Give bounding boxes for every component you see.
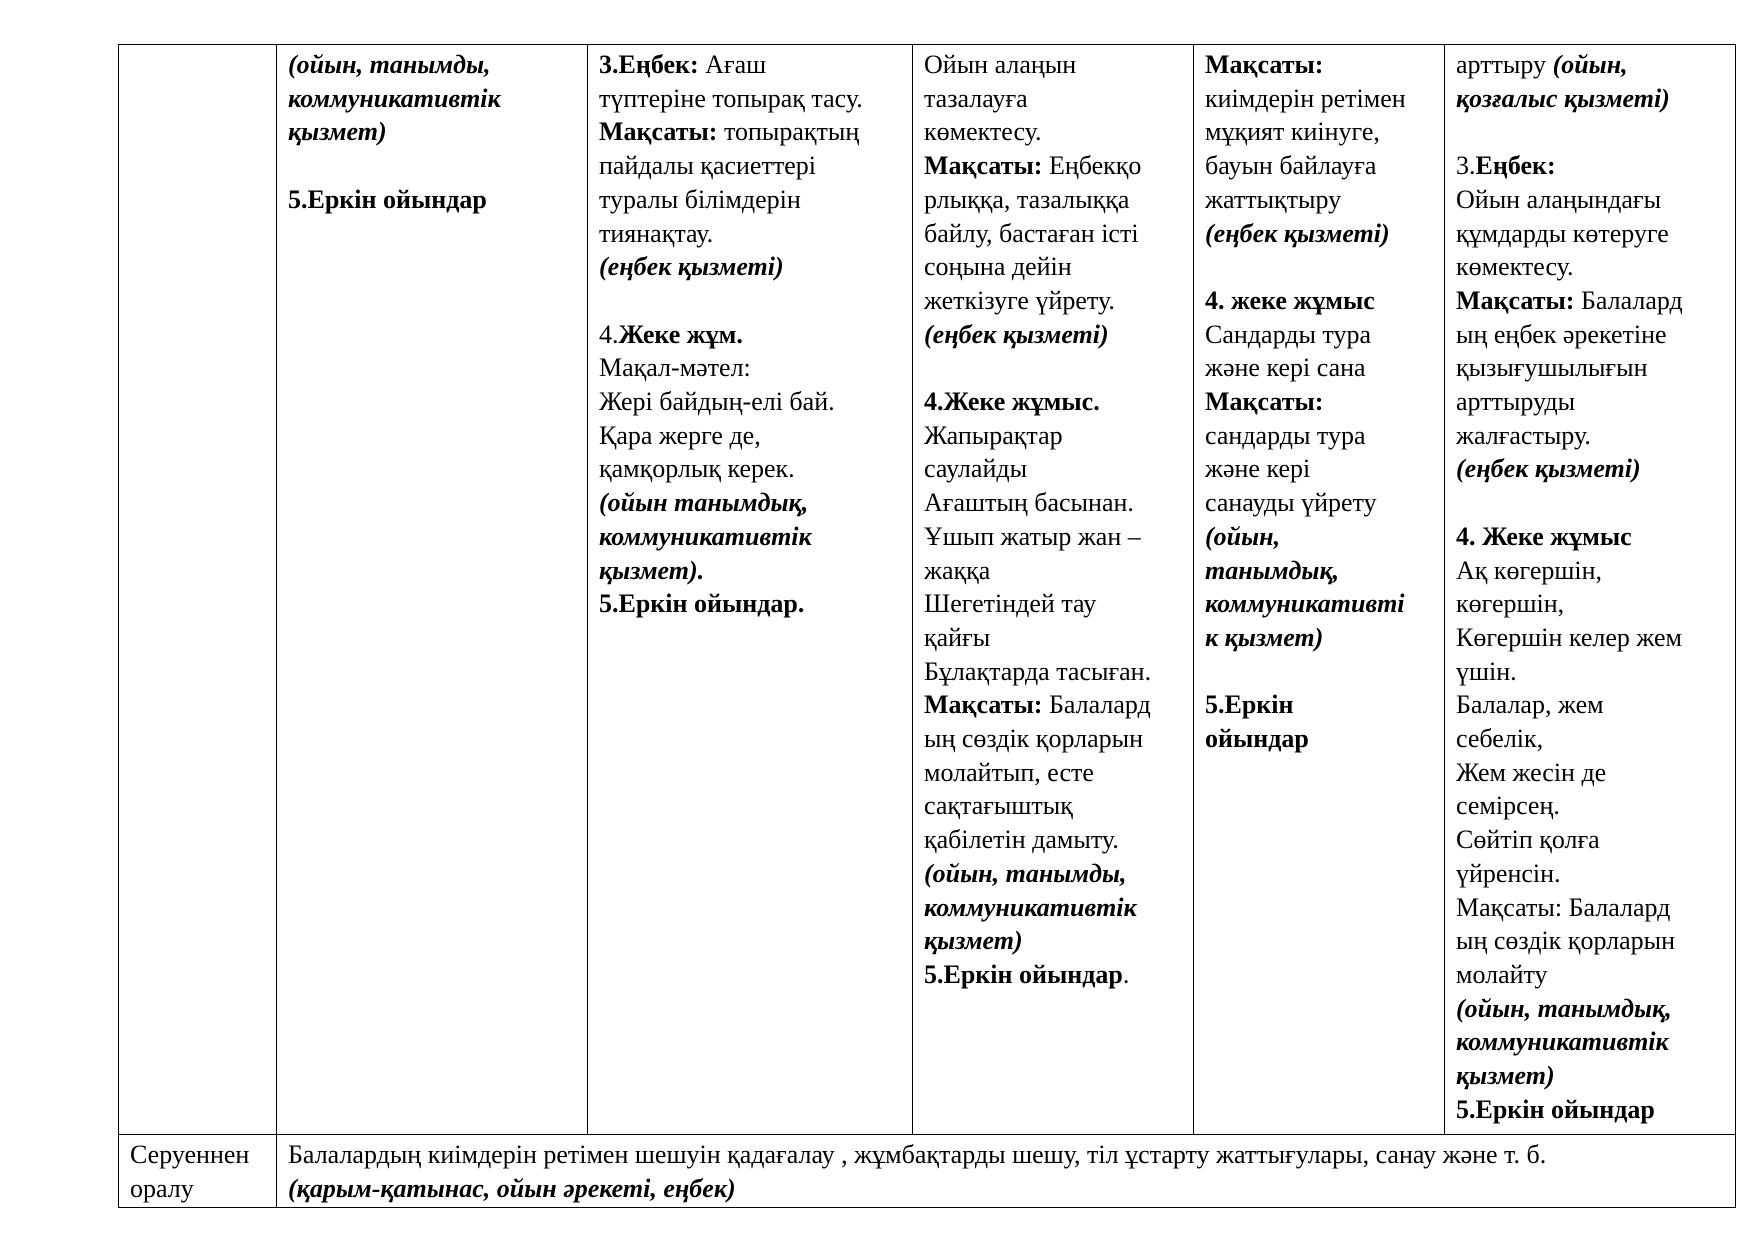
text-run: (ойын, танымдық, [1456, 993, 1672, 1023]
text-run: коммуникативтік [1456, 1027, 1669, 1057]
text-run: қызмет). [599, 555, 705, 585]
text-run: 3.Еңбек: [599, 50, 699, 79]
text-run: к қызмет) [1205, 622, 1324, 652]
text-run: қызығушылығын [1456, 353, 1648, 383]
cell-day-4 [913, 45, 1194, 1135]
text-run: Еңбекқо [1042, 151, 1142, 181]
text-run: ың сөздік қорларын [1456, 926, 1675, 956]
text-run: саулайды [924, 454, 1028, 484]
text-run: Ағаштың басынан. [924, 488, 1134, 518]
return-label-line-2: оралу [130, 1173, 194, 1203]
text-run: жалғастыру. [1456, 420, 1591, 450]
text-run: санауды үйрету [1205, 488, 1377, 518]
text-line [924, 115, 1185, 149]
text-run: көмектесу. [1456, 252, 1574, 282]
text-line [288, 48, 579, 82]
text-run: . [1122, 959, 1130, 989]
text-run: түптеріне топырақ тасу. [599, 83, 863, 113]
text-run: (ойын танымдық, [599, 488, 809, 518]
text-line [924, 587, 1185, 621]
text-run: байлу, бастаған істі [924, 218, 1139, 248]
text-run: Ойын алаңын [924, 50, 1077, 79]
text-run: Ақ көгершін, [1456, 555, 1603, 585]
activity-plan-table [118, 44, 1736, 1208]
text-run: 4. Жеке жұмыс [1456, 521, 1632, 551]
text-run: сандарды тура [1205, 420, 1366, 450]
text-line [288, 82, 579, 116]
text-run: жеткізуге үйрету. [924, 285, 1115, 315]
text-run: Ойын алаңындағы [1456, 184, 1662, 214]
text-run: (ойын, [1205, 521, 1281, 551]
text-run: Мақсаты: [1205, 50, 1324, 79]
text-line [1456, 1025, 1727, 1059]
text-run: Жеке жұм. [618, 319, 743, 349]
text-line [924, 351, 1185, 385]
cell-return-label [119, 1135, 277, 1208]
text-run: коммуникативтік [924, 892, 1137, 922]
text-line [1205, 115, 1436, 149]
text-run: қызмет) [924, 926, 1023, 956]
text-line [288, 149, 579, 183]
text-line [924, 419, 1185, 453]
cell-section-label [119, 45, 277, 1135]
text-run: (ойын, [1552, 50, 1628, 79]
text-run: Жері байдың-елі бай. [599, 387, 835, 417]
text-line [599, 183, 904, 217]
text-run: Мақсаты: [599, 117, 718, 147]
text-line [1205, 318, 1436, 352]
text-line [1456, 554, 1727, 588]
text-line [1456, 217, 1727, 251]
text-run: ойындар [1205, 724, 1309, 754]
text-run: 4. жеке жұмыс [1205, 285, 1375, 315]
text-run: Балалар, жем [1456, 690, 1604, 720]
text-run: тазалауға [924, 83, 1028, 113]
text-run: молайту [1456, 959, 1548, 989]
text-run: Ұшып жатыр жан – [924, 521, 1141, 551]
table-row-return-from-walk [119, 1135, 1736, 1208]
text-line [1456, 857, 1727, 891]
text-line [1205, 48, 1436, 82]
text-run: семірсең. [1456, 791, 1560, 821]
text-run: мұқият киінуге, [1205, 117, 1380, 147]
text-run: Еңбек: [1475, 151, 1556, 181]
text-line [924, 520, 1185, 554]
text-line [1456, 486, 1727, 520]
text-run: коммуникативтік [599, 521, 812, 551]
text-line [1456, 655, 1727, 689]
text-run: құмдарды көтеруге [1456, 218, 1669, 248]
text-line [1456, 891, 1727, 925]
text-run: (қарым-қатынас, ойын әрекеті, еңбек) [288, 1173, 736, 1203]
text-line [599, 48, 904, 82]
text-run: арттыруды [1456, 387, 1576, 417]
text-run: Мақсаты: [1205, 387, 1324, 417]
text-run: Мақал-мәтел: [599, 353, 751, 383]
cell-day-5 [1194, 45, 1445, 1135]
text-line [599, 520, 904, 554]
text-line [1205, 587, 1436, 621]
text-run: 5.Еркін [1205, 690, 1294, 720]
text-run: Мақсаты: [924, 690, 1043, 720]
text-line [599, 217, 904, 251]
text-line [1205, 655, 1436, 689]
text-run: Балалард [1574, 285, 1683, 315]
text-line [1205, 520, 1436, 554]
text-line [924, 891, 1185, 925]
text-run: Шегетіндей тау [924, 589, 1097, 619]
text-line [1205, 621, 1436, 655]
text-line [599, 250, 904, 284]
text-line [1205, 351, 1436, 385]
text-line [924, 789, 1185, 823]
text-line [599, 587, 904, 621]
text-line [924, 756, 1185, 790]
text-run: қабілетін дамыту. [924, 825, 1119, 855]
cell-day-6 [1445, 45, 1736, 1135]
text-run: 3. [1456, 151, 1476, 181]
text-line [924, 217, 1185, 251]
text-run: және кері сана [1205, 353, 1366, 383]
text-run: рлыққа, тазалыққа [924, 184, 1130, 214]
text-line [924, 250, 1185, 284]
text-line [1456, 250, 1727, 284]
text-line [924, 722, 1185, 756]
text-line [599, 149, 904, 183]
text-line [1205, 419, 1436, 453]
text-run: және кері [1205, 454, 1311, 484]
text-line [924, 958, 1185, 992]
text-line [924, 149, 1185, 183]
text-run: ың сөздік қорларын [924, 724, 1143, 754]
text-line [1205, 722, 1436, 756]
text-run: Балалард [1042, 690, 1151, 720]
text-line [1456, 452, 1727, 486]
text-run: сақтағыштық [924, 791, 1073, 821]
text-run: арттыру [1456, 50, 1553, 79]
text-run: топырақтың [717, 117, 860, 147]
text-run: пайдалы қасиеттері [599, 151, 816, 181]
text-line [1456, 115, 1727, 149]
text-run: үшін. [1456, 656, 1517, 686]
text-run: танымдық, [1205, 555, 1340, 585]
text-run: бауын байлауға [1205, 151, 1377, 181]
text-line [1456, 992, 1727, 1026]
text-line [1456, 385, 1727, 419]
text-line [599, 115, 904, 149]
text-line [924, 486, 1185, 520]
text-line [1456, 284, 1727, 318]
text-run: Қара жерге де, [599, 420, 761, 450]
text-run: Ағаш [698, 50, 767, 79]
text-line [599, 351, 904, 385]
text-line [1456, 756, 1727, 790]
text-line [1205, 688, 1436, 722]
text-run: 5.Еркін ойындар [1456, 1094, 1655, 1124]
text-run: 4. [599, 319, 619, 349]
text-line [1456, 82, 1727, 116]
text-run: қызмет) [288, 117, 387, 147]
text-line [1205, 284, 1436, 318]
text-line [1205, 554, 1436, 588]
text-run: (еңбек қызметі) [1205, 218, 1390, 248]
text-run: жаттықтыру [1205, 184, 1342, 214]
text-run: (ойын, танымды, [924, 858, 1127, 888]
return-label-line-1: Серуеннен [130, 1140, 250, 1169]
text-run: қайғы [924, 622, 991, 652]
text-line [599, 385, 904, 419]
cell-return-content [277, 1135, 1736, 1208]
text-line [1456, 688, 1727, 722]
text-line [1456, 419, 1727, 453]
text-run: тиянақтау. [599, 218, 714, 248]
text-line [1456, 149, 1727, 183]
text-run: қозғалыс қызметі) [1456, 83, 1670, 113]
text-run: Сөйтіп қолға [1456, 825, 1600, 855]
text-run: (ойын, танымды, [288, 50, 491, 79]
text-line [924, 621, 1185, 655]
text-run: Балалардың киімдерін ретімен шешуін қадағалау , жұмбақтарды шешу, тіл ұстарту жаттығулары, санау және т. б. [288, 1140, 1547, 1169]
text-run: ың еңбек әрекетіне [1456, 319, 1667, 349]
text-run: коммуникативті [1205, 589, 1405, 619]
text-line [599, 554, 904, 588]
text-run: (еңбек қызметі) [599, 252, 784, 282]
text-line [1456, 183, 1727, 217]
text-line [924, 318, 1185, 352]
text-run: Мақсаты: [924, 151, 1043, 181]
text-line [924, 857, 1185, 891]
text-run: қызмет) [1456, 1061, 1555, 1091]
text-run: Бұлақтарда тасыған. [924, 656, 1152, 686]
text-line [288, 1138, 1727, 1172]
text-run: көмектесу. [924, 117, 1042, 147]
text-run: Мақсаты: Балалард [1456, 892, 1671, 922]
text-line [1456, 48, 1727, 82]
text-line [1456, 1093, 1727, 1127]
text-line [1456, 823, 1727, 857]
text-run: (еңбек қызметі) [1456, 454, 1641, 484]
text-line [1205, 149, 1436, 183]
text-run: (еңбек қызметі) [924, 319, 1109, 349]
text-run: жаққа [924, 555, 991, 585]
text-line [1205, 250, 1436, 284]
text-run: себелік, [1456, 724, 1544, 754]
text-line [1205, 486, 1436, 520]
text-line [1456, 924, 1727, 958]
cell-day-3 [588, 45, 913, 1135]
text-line [1205, 452, 1436, 486]
cell-day-2 [277, 45, 588, 1135]
text-run: қамқорлық керек. [599, 454, 795, 484]
text-line [288, 183, 579, 217]
text-line [1456, 621, 1727, 655]
text-line [1456, 587, 1727, 621]
text-run: туралы білімдерін [599, 184, 801, 214]
text-run: молайтып, есте [924, 757, 1094, 787]
text-run: Сандарды тура [1205, 319, 1371, 349]
text-run: 4.Жеке жұмыс. [924, 387, 1100, 417]
text-line [924, 452, 1185, 486]
text-line [1456, 722, 1727, 756]
text-line [924, 554, 1185, 588]
text-line [924, 655, 1185, 689]
text-line [1205, 385, 1436, 419]
text-run: көгершін, [1456, 589, 1565, 619]
text-line [1456, 520, 1727, 554]
text-line [1205, 183, 1436, 217]
text-run: Жем жесін де [1456, 757, 1607, 787]
text-line [1456, 318, 1727, 352]
text-line [1456, 351, 1727, 385]
text-run: 5.Еркін ойындар [924, 959, 1123, 989]
text-line [599, 452, 904, 486]
text-line [924, 924, 1185, 958]
table-row-walk-activities [119, 45, 1736, 1135]
text-run: 5.Еркін ойындар. [599, 589, 805, 619]
text-line [288, 1172, 1727, 1206]
text-line [924, 48, 1185, 82]
text-line [924, 385, 1185, 419]
text-run: киімдерін ретімен [1205, 83, 1406, 113]
text-run: Жапырақтар [924, 420, 1063, 450]
text-run: 5.Еркін ойындар [288, 184, 487, 214]
text-line [1456, 958, 1727, 992]
text-line [924, 823, 1185, 857]
text-line [599, 284, 904, 318]
text-line [1456, 1059, 1727, 1093]
text-line [924, 688, 1185, 722]
text-run: коммуникативтік [288, 83, 501, 113]
text-line [924, 284, 1185, 318]
text-run: үйренсін. [1456, 858, 1561, 888]
text-line [1205, 82, 1436, 116]
text-line [599, 486, 904, 520]
text-run: соңына дейін [924, 252, 1072, 282]
text-line [599, 318, 904, 352]
text-line [924, 183, 1185, 217]
text-line [288, 115, 579, 149]
text-line [599, 419, 904, 453]
text-run: Мақсаты: [1456, 285, 1575, 315]
text-line [1205, 217, 1436, 251]
text-line [924, 82, 1185, 116]
text-run: Көгершін келер жем [1456, 622, 1683, 652]
text-line [1456, 789, 1727, 823]
text-line [599, 82, 904, 116]
